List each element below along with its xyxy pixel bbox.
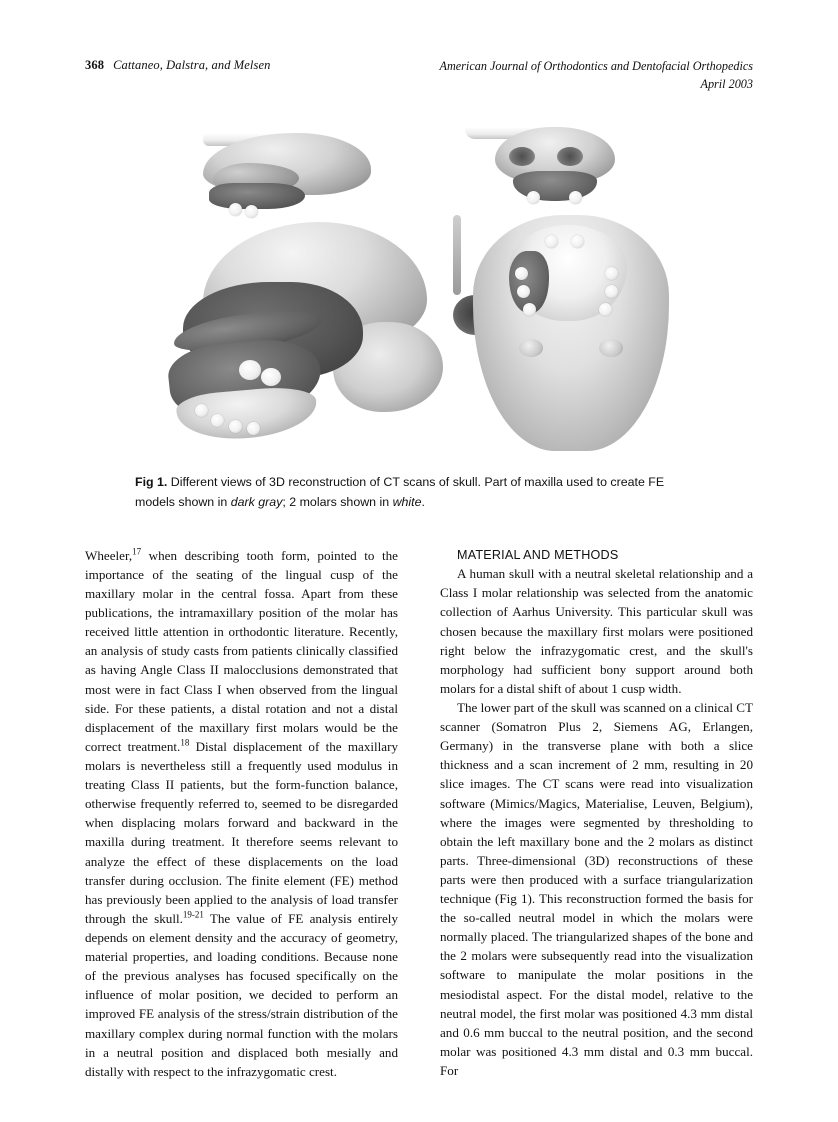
figure-1 [85,127,753,511]
left-column [85,546,398,1081]
maxilla-dark-gray-frontal [513,171,597,201]
molar-white-2 [245,205,258,218]
lc-ref-18: 18 [180,737,190,748]
right-column [440,546,753,1081]
skull-frontal-view [465,127,650,217]
figure-caption-text-2: ; 2 molars shown in [282,494,393,509]
lc-text-a: Wheeler, [85,547,133,563]
right-column-paragraph-1: A human skull with a neutral skeletal relationship and a Class I molar relationship was selected from the anatomic collection of Aarhus University. This particular skull was chosen because the maxillary first molars were positioned right below the infrazygomatic crest, and the skull's morphology had sufficient bony support around both molars for a distal shift of about 1 cusp width. [440,566,753,696]
vomer-shape [453,215,461,295]
figure-caption-text-3: . [421,494,425,509]
figure-caption [85,473,753,511]
figure-label: Fig 1. [135,475,168,490]
running-head-authors: Cattaneo, Dalstra, and Melsen [113,58,271,72]
running-head-left [85,58,270,73]
right-column-paragraph-2: The lower part of the skull was scanned on a clinical CT scanner (Somatron Plus 2, Siemens AG, Erlangen, Germany) in the transverse plane with both a slice thickness and a scan increment of 2 mm, resulting in 20 slice images. The CT scans were read into visualization software (Mimics/Magics, Materialise, Leuven, Belgium), where the images were segmented by thresholding to obtain the left maxillary bone and the 2 molars as distinct parts. Three-dimensional (3D) reconstructions of these parts were then produced with a surface triangularization technique (Fig 1). This reconstruction formed the basis for the so-called neutral model in which the molars were normally placed. The triangularized shapes of the bone and the 2 molars were subsequently read into the visualization software to manipulate the molar positions in the mesiodistal aspect. For the distal model, relative to the neutral model, the first molar was positioned 4.3 mm distal and 0.6 mm buccal to the neutral position, and the second molar was positioned 4.3 mm distal and 0.3 mm buccal. For [440,699,753,1079]
page-content [85,58,753,1081]
figure-caption-text-1: Different views of 3D reconstruction of CT scans of skull. Part of maxilla used to create FE models shown in [135,475,665,509]
running-head-right [440,58,753,93]
journal-date: April 2003 [700,76,753,91]
skull-basal-view [453,215,693,455]
figure-caption-emphasis-2: white [392,494,422,509]
lc-text-b: when describing tooth form, pointed to the importance of the seating of the lingual cusp of the maxillary molar in the central fossa. Apart from these publications, the intramaxillary position of the molar has received little attention in orthodontic literature. Recently, an analysis of study casts from patients clinically classified as having Angle Class II malocclusions demonstrated that most were in fact Class I when observed from the lingual side. For these patients, a distal rotation and not a distal displacement of the maxillary first molars would be the correct treatment. [85,547,398,754]
lc-text-c: Distal displacement of the maxillary molars is nevertheless still a frequently used modulus in treating Class II patients, but the form-function balance, otherwise frequently referred to, seemed to be disregarded when displacing molars forward and backward in the maxilla during treatment. It therefore seems relevant to analyze the effect of these displacements on the load transfer during occlusion. The finite element (FE) method has previously been applied to the analysis of load transfer through the skull. [85,738,398,926]
skull-oblique-view [143,222,463,452]
left-column-paragraph [85,546,398,1081]
molar-white-1 [229,203,242,216]
running-head [85,58,753,93]
figure-image-grid [85,127,753,457]
skull-lateral-view [203,133,403,219]
molar-white-4 [569,191,582,204]
lc-text-d: The value of FE analysis entirely depends on element density and the accuracy of geometry, material properties, and loading conditions. Because none of the previous analyses has focused specifically on the influence of molar position, we decided to perform an improved FE analysis of the stress/strain distribution of the maxillary complex during normal function with the molars in a neutral position and displaced both mesially and distally with respect to the infrazygomatic crest. [85,910,398,1079]
lc-ref-19-21: 19-21 [182,909,204,920]
page-number: 368 [85,58,105,72]
body-columns [85,546,753,1081]
journal-name: American Journal of Orthodontics and Dentofacial Orthopedics [439,59,753,73]
figure-caption-emphasis-1: dark gray [230,494,283,509]
section-heading-material-and-methods: MATERIAL AND METHODS [457,547,619,562]
maxilla-dark-gray-region [209,183,305,209]
molar-white-3 [527,191,540,204]
lc-ref-17: 17 [132,546,142,557]
